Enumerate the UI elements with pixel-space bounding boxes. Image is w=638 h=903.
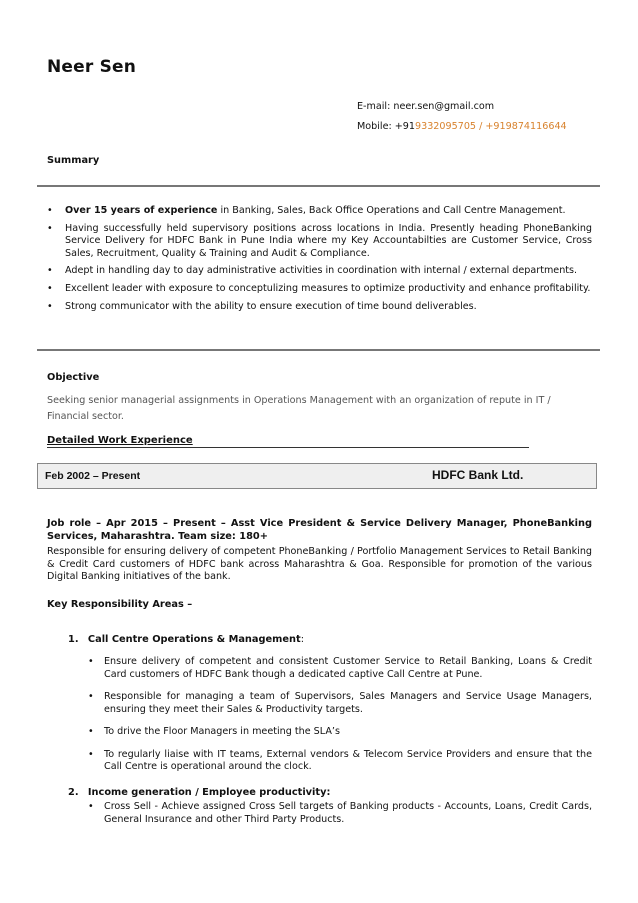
area-title-suffix: :: [300, 634, 304, 645]
objective-text: Seeking senior managerial assignments in Operations Management with an organization of repute in IT / Financial sector.: [47, 395, 551, 422]
summary-item: [47, 283, 592, 296]
area-number: 2.: [68, 787, 79, 798]
email-label: E-mail:: [357, 101, 394, 112]
objective-heading: Objective: [47, 372, 100, 383]
job-header-box: [37, 463, 597, 489]
summary-item-text: Adept in handling day to day administrative activities in coordination with internal / external departments.: [65, 265, 578, 277]
list-item-text: Cross Sell - Achieve assigned Cross Sell targets of Banking products - Accounts, Loans, Credit Cards, General Insurance and other Third Party Products.: [104, 801, 592, 825]
bullet-icon: •: [88, 691, 94, 702]
area-title: Income generation / Employee productivity:: [87, 787, 331, 798]
summary-item: [47, 205, 592, 218]
email-address[interactable]: neer.sen@gmail.com: [393, 101, 495, 112]
mobile-numbers: 9332095705 / +919874116644: [415, 121, 567, 132]
bullet-icon: •: [88, 726, 94, 737]
list-item-text: Ensure delivery of competent and consistent Customer Service to Retail Banking, Loans & Credit Card customers of HDFC Bank though a dedicated captive Call Centre at Pune.: [104, 656, 592, 680]
section-divider: [37, 349, 600, 351]
kra-heading: Key Responsibility Areas –: [47, 599, 193, 610]
area-title: Call Centre Operations & Management: [87, 634, 301, 645]
summary-item: [47, 223, 592, 261]
list-item-text: Responsible for managing a team of Supervisors, Sales Managers and Service Usage Managers, ensuring they meet their Sales & Productivity targets.: [104, 691, 592, 715]
summary-item-text: Having successfully held supervisory positions across locations in India. Presently heading PhoneBanking Service Delivery for HDFC Bank in Pune India where my Key Accountabilties are Customer Service, Cross Sales, Recruitment, Quality & Training and Audit & Compliance.: [65, 222, 592, 259]
summary-item: [47, 301, 592, 314]
summary-item: [47, 265, 592, 278]
bullet-icon: •: [47, 205, 53, 216]
list-item: [88, 801, 592, 826]
job-description: Responsible for ensuring delivery of competent PhoneBanking / Portfolio Management Services to Retail Banking & Credit Card customers of HDFC bank across Maharashtra & Goa. Responsible for promotion of the various Digital Banking initiatives of the bank.: [47, 546, 592, 582]
summary-item-text: Strong communicator with the ability to ensure execution of time bound deliverables.: [65, 300, 477, 312]
summary-item-text: in Banking, Sales, Back Office Operations and Call Centre Management.: [217, 205, 566, 216]
bullet-icon: •: [88, 748, 94, 760]
area-bullet-list: [88, 801, 592, 826]
list-item-text: To regularly liaise with IT teams, External vendors & Telecom Service Providers and ensure that the Call Centre is operational around the clock.: [104, 748, 592, 772]
bullet-icon: •: [88, 801, 94, 812]
area-bullet-list: [88, 656, 592, 774]
email-line: [357, 101, 494, 112]
summary-list: [47, 205, 592, 313]
mobile-line: [357, 121, 567, 132]
mobile-label: Mobile: +91: [357, 121, 415, 132]
area-number: 1.: [68, 634, 79, 645]
section-divider: [37, 185, 600, 187]
bullet-icon: •: [47, 282, 53, 294]
bullet-icon: •: [47, 222, 53, 234]
list-item: [88, 691, 592, 716]
bullet-icon: •: [47, 300, 53, 312]
area-heading: [68, 634, 304, 645]
list-item-text: To drive the Floor Managers in meeting the SLA’s: [104, 726, 340, 737]
list-item: [88, 656, 592, 681]
candidate-name: Neer Sen: [47, 57, 137, 77]
summary-item-emphasis: Over 15 years of experience: [65, 205, 218, 216]
job-period: Feb 2002 – Present: [45, 470, 141, 482]
summary-item-text: Excellent leader with exposure to conceptulizing measures to optimize productivity and enhance profitability.: [65, 282, 591, 294]
list-item: [88, 749, 592, 774]
bullet-icon: •: [47, 265, 53, 277]
job-role: Job role – Apr 2015 – Present – Asst Vice President & Service Delivery Manager, PhoneBanking Services, Maharashtra. Team size: 180+: [47, 518, 592, 542]
work-experience-heading: Detailed Work Experience: [47, 435, 529, 448]
area-heading: [68, 787, 330, 798]
bullet-icon: •: [88, 656, 94, 667]
company-name: HDFC Bank Ltd.: [432, 468, 524, 482]
list-item: [88, 726, 592, 739]
summary-heading: Summary: [47, 155, 100, 166]
